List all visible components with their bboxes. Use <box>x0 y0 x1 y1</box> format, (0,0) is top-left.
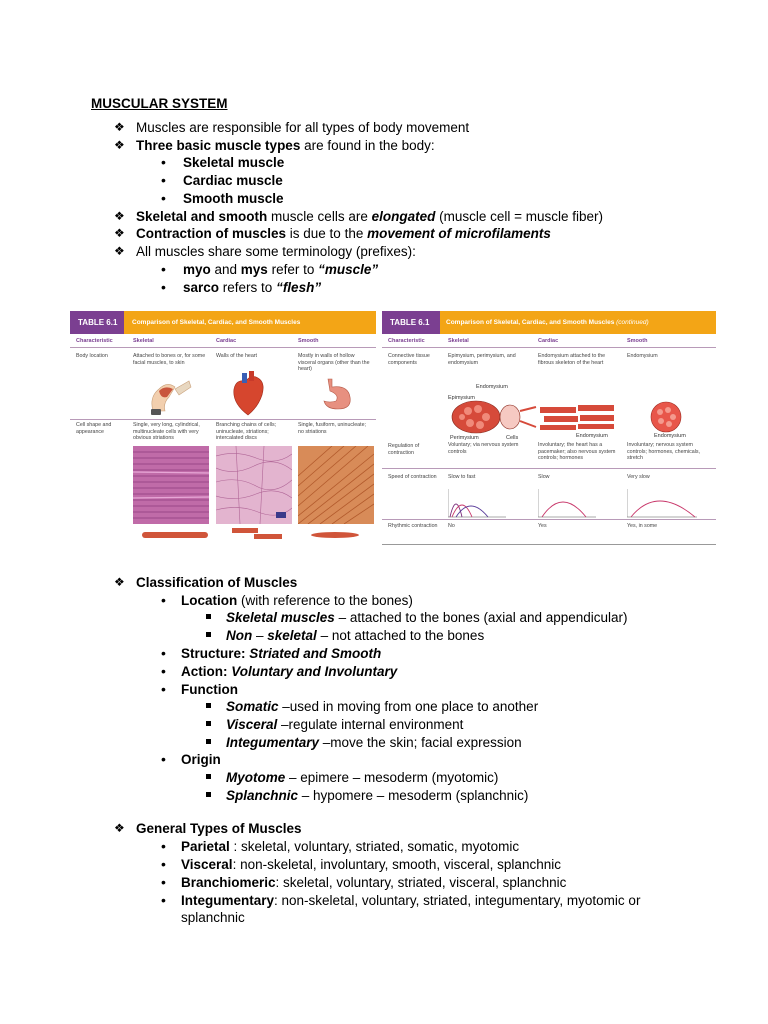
cell-cardiac-rhythmic: Yes <box>538 523 547 529</box>
general-integumentary: Integumentary: non-skeletal, voluntary, striated, integumentary, myotomic or <box>181 893 641 908</box>
general-visceral: Visceral: non-skeletal, involuntary, smooth, visceral, splanchnic <box>181 857 561 872</box>
dot-bullet-icon: • <box>161 190 166 206</box>
label-endomysium: Endomysium <box>476 384 508 390</box>
cell-smooth-regulation: Involuntary; nervous system controls; hormones, chemicals, stretch <box>627 442 701 461</box>
dot-bullet-icon: • <box>161 838 166 854</box>
dot-bullet-icon: • <box>161 663 166 679</box>
diamond-bullet-icon: ❖ <box>114 244 125 258</box>
cell-smooth-speed: Very slow <box>627 474 650 480</box>
class-origin: Origin <box>181 752 221 767</box>
page-title: MUSCULAR SYSTEM <box>91 96 228 111</box>
skeletal-bundle-drawing <box>448 397 538 437</box>
table-rule <box>70 419 376 420</box>
cardiac-chain-drawing <box>540 405 616 431</box>
smooth-micrograph <box>298 446 374 524</box>
label-epimysium: Epimysium <box>448 395 475 401</box>
intro-bullet-1: Muscles are responsible for all types of body movement <box>136 120 470 135</box>
dot-bullet-icon: • <box>161 856 166 872</box>
function-integumentary: Integumentary –move the skin; facial expression <box>226 735 522 750</box>
dot-bullet-icon: • <box>161 681 166 697</box>
skeletal-fiber-drawing <box>140 530 210 540</box>
muscle-type-smooth: Smooth muscle <box>183 191 284 206</box>
table-bottom-rule <box>382 544 716 545</box>
cell-smooth-shape: Single, fusiform, uninucleate; no striations <box>298 422 367 435</box>
table-rule <box>382 519 716 520</box>
dot-bullet-icon: • <box>161 645 166 661</box>
row-label-cell-shape: Cell shape and appearance <box>76 422 112 435</box>
function-somatic: Somatic –used in moving from one place to another <box>226 699 539 714</box>
function-visceral: Visceral –regulate internal environment <box>226 717 464 732</box>
dot-bullet-icon: • <box>161 172 166 188</box>
cell-skeletal-location: Attached to bones or, for some facial muscles, to skin <box>133 353 206 366</box>
cell-skeletal-rhythmic: No <box>448 523 455 529</box>
col-header-characteristic: Characteristic <box>388 338 425 344</box>
square-bullet-icon <box>206 703 211 708</box>
table-rule <box>70 347 376 348</box>
cell-smooth-rhythmic: Yes, in some <box>627 523 658 529</box>
cardiac-fiber-drawing <box>230 526 284 542</box>
row-label-connective: Connective tissue components <box>388 353 430 366</box>
square-bullet-icon <box>206 632 211 637</box>
col-header-skeletal: Skeletal <box>133 338 154 344</box>
diamond-bullet-icon: ❖ <box>114 226 125 240</box>
diamond-bullet-icon: ❖ <box>114 138 125 152</box>
location-skeletal: Skeletal muscles – attached to the bones (axial and appendicular) <box>226 610 628 625</box>
col-header-cardiac: Cardiac <box>216 338 237 344</box>
general-branchiomeric: Branchiomeric: skeletal, voluntary, striated, visceral, splanchnic <box>181 875 567 890</box>
row-label-rhythmic: Rhythmic contraction <box>388 523 438 529</box>
cell-cardiac-speed: Slow <box>538 474 550 480</box>
square-bullet-icon <box>206 721 211 726</box>
table-6-1-left <box>70 311 376 547</box>
dot-bullet-icon: • <box>161 592 166 608</box>
cell-skeletal-shape: Single, very long, cylindrical, multinucleate cells with very obvious striations <box>133 422 200 441</box>
intro-bullet-4: Contraction of muscles is due to the movement of microfilaments <box>136 226 551 241</box>
arm-muscle-illustration <box>145 375 195 417</box>
prefix-myo: myo and mys refer to “muscle” <box>183 262 379 277</box>
cell-cardiac-location: Walls of the heart <box>216 353 258 359</box>
cardiac-contraction-curve <box>538 489 596 519</box>
origin-splanchnic: Splanchnic – hypomere – mesoderm (splanchnic) <box>226 788 529 803</box>
prefix-sarco: sarco refers to “flesh” <box>183 280 322 295</box>
col-header-characteristic: Characteristic <box>76 338 113 344</box>
square-bullet-icon <box>206 614 211 619</box>
dot-bullet-icon: • <box>161 154 166 170</box>
general-heading: General Types of Muscles <box>136 821 302 836</box>
cell-smooth-connective: Endomysium <box>627 353 658 359</box>
col-header-cardiac: Cardiac <box>538 338 559 344</box>
row-label-speed: Speed of contraction <box>388 474 437 480</box>
general-parietal: Parietal : skeletal, voluntary, striated, somatic, myotomic <box>181 839 520 854</box>
col-header-smooth: Smooth <box>627 338 648 344</box>
cell-smooth-location: Mostly in walls of hollow visceral organs (other than the heart) <box>298 353 370 372</box>
intro-bullet-3: Skeletal and smooth muscle cells are elongated (muscle cell = muscle fiber) <box>136 209 604 224</box>
skeletal-micrograph <box>133 446 209 524</box>
cell-cardiac-regulation: Involuntary; the heart has a pacemaker; also nervous system controls; hormones <box>538 442 616 461</box>
location-non-skeletal: Non – skeletal – not attached to the bones <box>226 628 485 643</box>
diamond-bullet-icon: ❖ <box>114 821 125 835</box>
label-perimysium: Perimysium <box>450 435 479 441</box>
intro-bullet-2: Three basic muscle types are found in the body: <box>136 138 435 153</box>
dot-bullet-icon: • <box>161 892 166 908</box>
square-bullet-icon <box>206 792 211 797</box>
stomach-illustration <box>318 375 358 415</box>
table-rule <box>382 347 716 348</box>
general-integumentary-wrap: splanchnic <box>181 910 245 925</box>
smooth-contraction-curve <box>627 489 697 519</box>
cell-skeletal-speed: Slow to fast <box>448 474 476 480</box>
row-label-regulation: Regulation of contraction <box>388 443 420 456</box>
table-caption: Comparison of Skeletal, Cardiac, and Smooth Muscles (continued) <box>446 319 649 326</box>
col-header-skeletal: Skeletal <box>448 338 469 344</box>
dot-bullet-icon: • <box>161 874 166 890</box>
table-tag: TABLE 6.1 <box>70 311 124 334</box>
smooth-fiber-drawing <box>310 530 360 540</box>
class-function: Function <box>181 682 238 697</box>
muscle-type-skeletal: Skeletal muscle <box>183 155 285 170</box>
square-bullet-icon <box>206 739 211 744</box>
dot-bullet-icon: • <box>161 751 166 767</box>
heart-illustration <box>228 371 268 417</box>
table-rule <box>382 468 716 469</box>
cardiac-micrograph <box>216 446 292 524</box>
dot-bullet-icon: • <box>161 279 166 295</box>
label-cells: Cells <box>506 435 519 441</box>
cell-skeletal-regulation: Voluntary; via nervous system controls <box>448 442 519 455</box>
col-header-smooth: Smooth <box>298 338 319 344</box>
square-bullet-icon <box>206 774 211 779</box>
class-action: Action: Voluntary and Involuntary <box>181 664 398 679</box>
diamond-bullet-icon: ❖ <box>114 120 125 134</box>
dot-bullet-icon: • <box>161 261 166 277</box>
origin-myotome: Myotome – epimere – mesoderm (myotomic) <box>226 770 499 785</box>
table-caption: Comparison of Skeletal, Cardiac, and Smooth Muscles <box>132 319 301 326</box>
diamond-bullet-icon: ❖ <box>114 209 125 223</box>
class-structure: Structure: Striated and Smooth <box>181 646 382 661</box>
cell-cardiac-connective: Endomysium attached to the fibrous skeleton of the heart <box>538 353 606 366</box>
table-6-1-right <box>382 311 716 547</box>
cell-skeletal-connective: Epimysium, perimysium, and endomysium <box>448 353 516 366</box>
smooth-cross-section-drawing <box>650 401 682 433</box>
intro-bullet-5: All muscles share some terminology (prefixes): <box>136 244 416 259</box>
classification-heading: Classification of Muscles <box>136 575 298 590</box>
diamond-bullet-icon: ❖ <box>114 575 125 589</box>
muscle-type-cardiac: Cardiac muscle <box>183 173 283 188</box>
label-endomysium-cardiac: Endomysium <box>576 433 608 439</box>
label-endomysium-smooth: Endomysium <box>654 433 686 439</box>
table-tag: TABLE 6.1 <box>382 311 440 334</box>
cell-cardiac-shape: Branching chains of cells; uninucleate, striations; intercalated discs <box>216 422 277 441</box>
skeletal-contraction-curve <box>448 489 506 519</box>
class-location: Location (with reference to the bones) <box>181 593 413 608</box>
row-label-body-location: Body location <box>76 353 108 359</box>
